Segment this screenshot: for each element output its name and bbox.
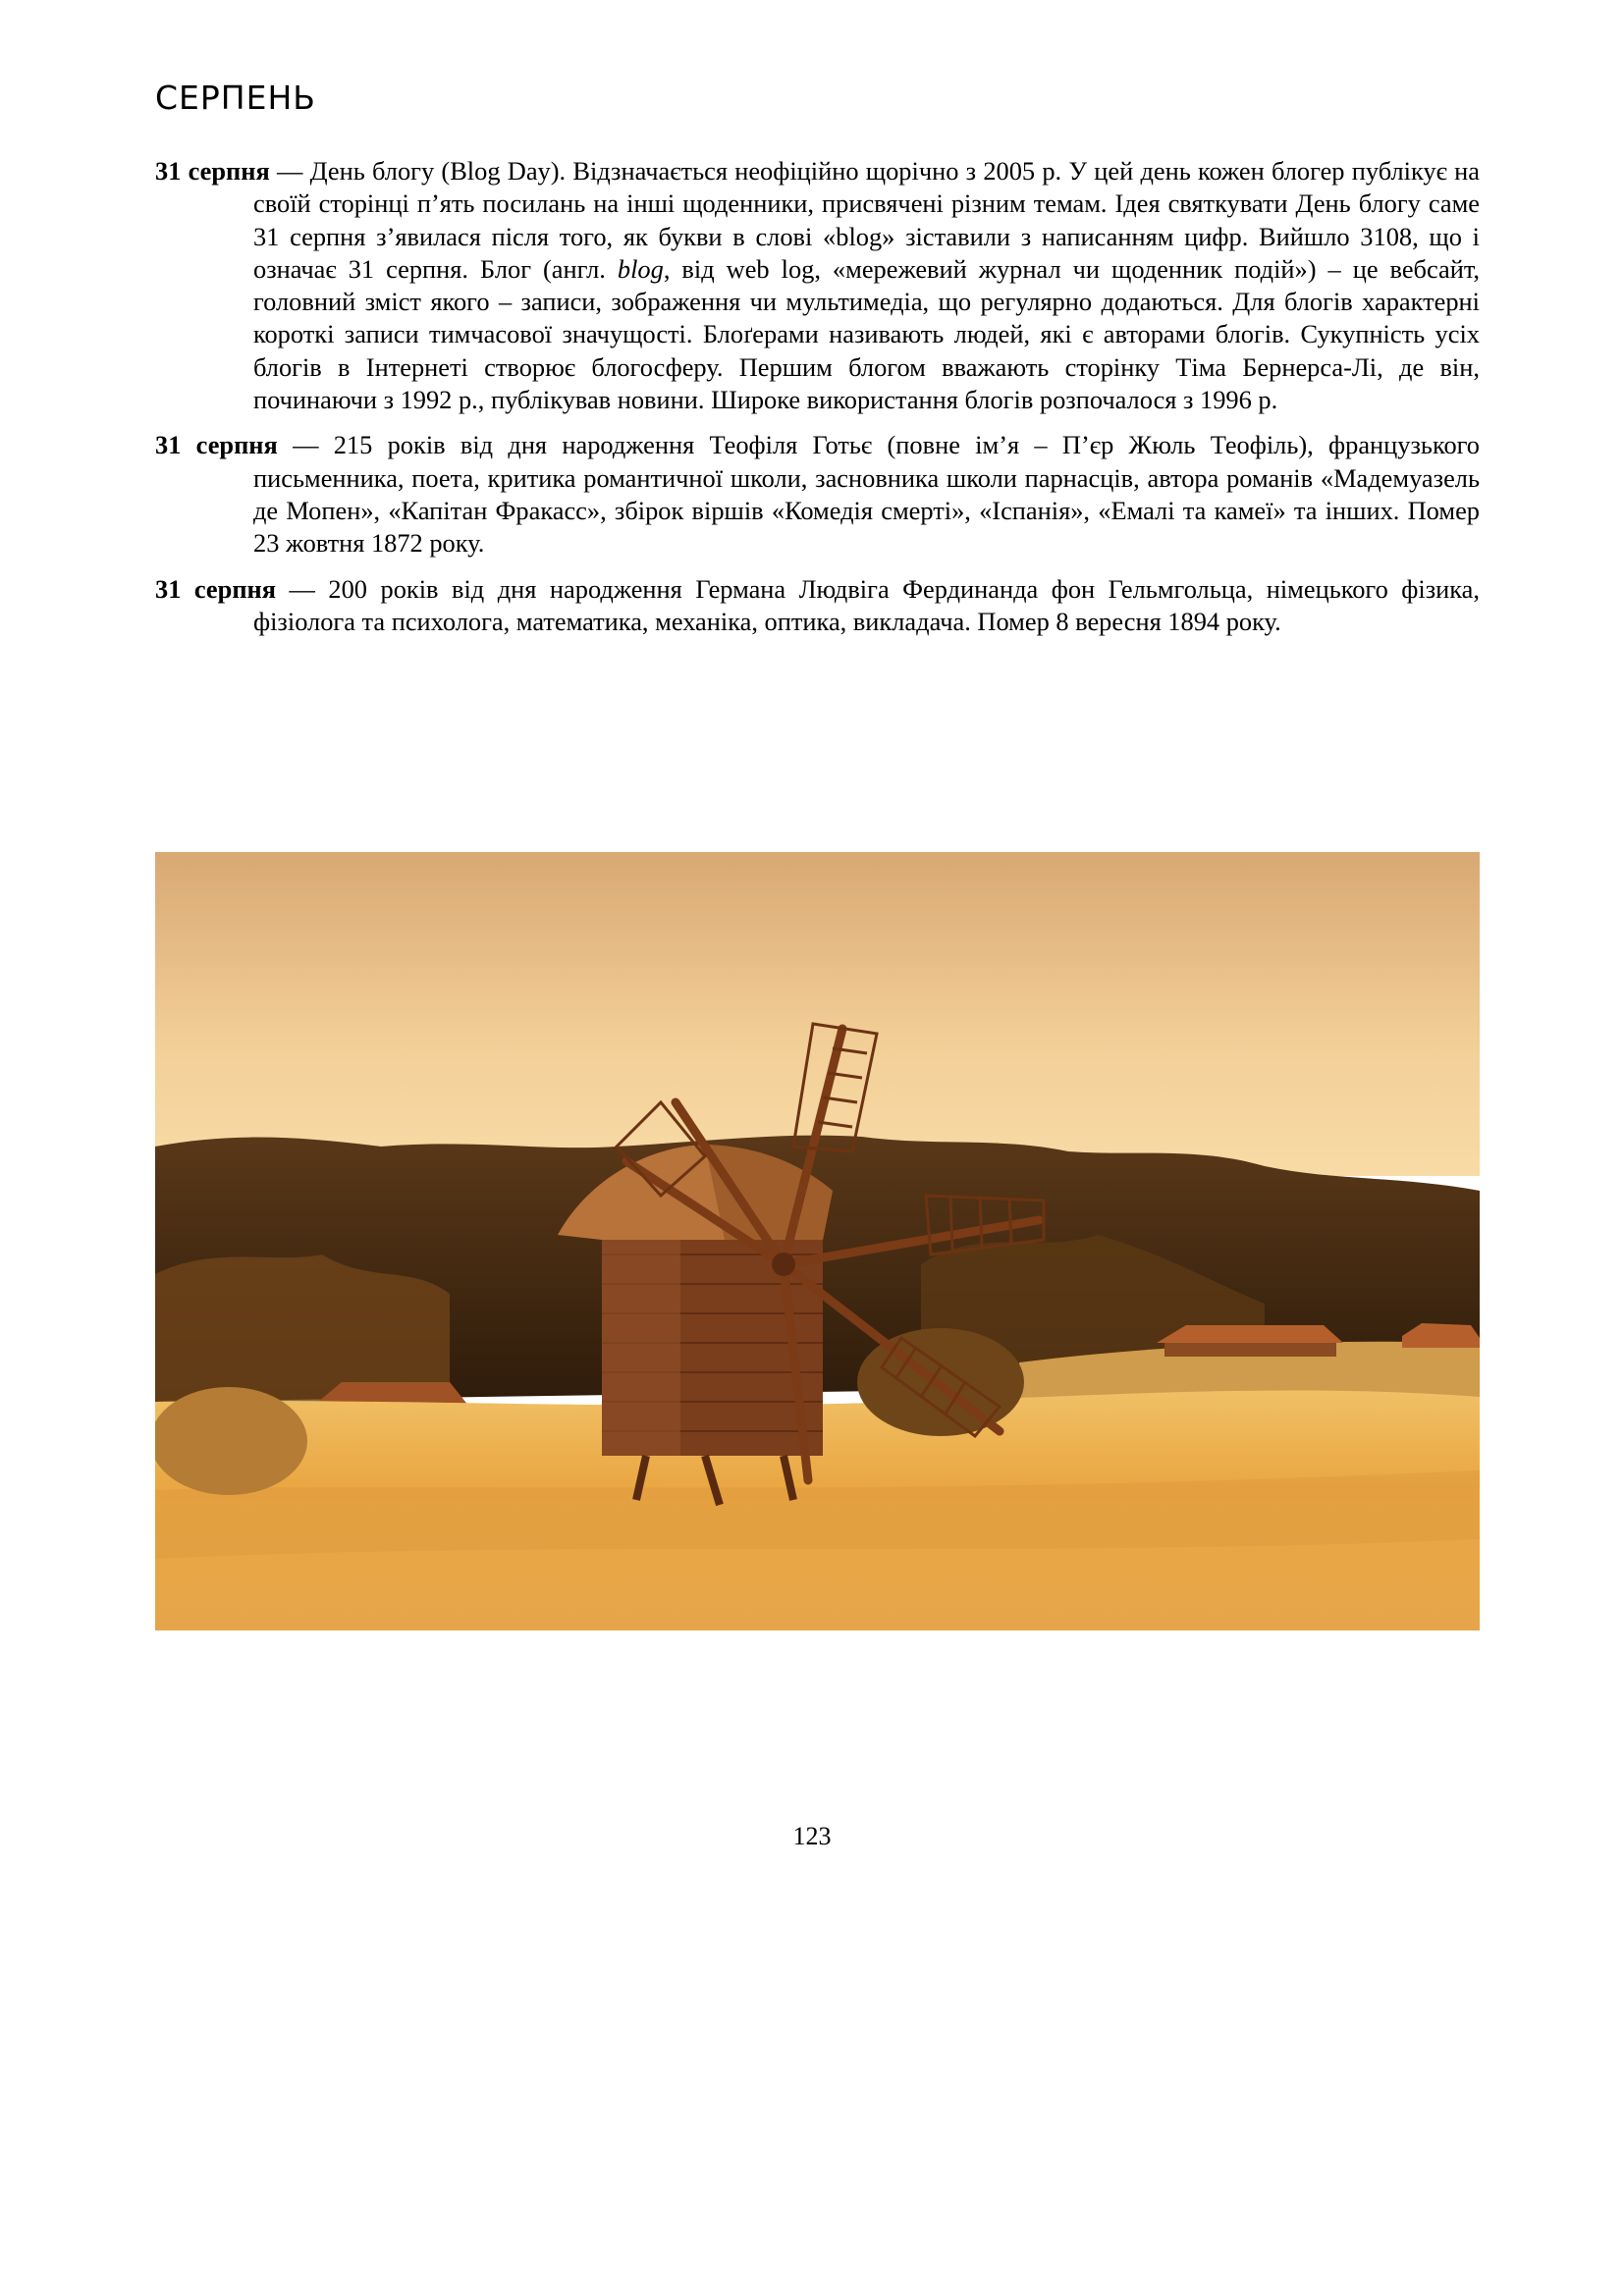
entry-text: — День блогу (Blog Day). Відзначається неофіційно щорічно з 2005 р. У цей день кожен блогер публікує на своїй сторінці п’ять посилань на інші щоденники, присвячені різним темам. Ідея святкувати День блогу саме 31 серпня з’явилася після того, як букви в слові «blog» зіставили з написанням цифр. Вийшло 3108, що і означає 31 серпня. Блог (англ. [253, 156, 1480, 284]
bush-left [155, 1387, 307, 1495]
page-heading: СЕРПЕНЬ [155, 79, 316, 117]
entry-text: — 215 років від дня народження Теофіля Готьє (повне ім’я – П’єр Жюль Теофіль), французького письменника, поета, критика романтичної школи, засновника школи парнасців, автора романів «Мадемуазель де Мопен», «Капітан Фракасс», збірок віршів «Комедія смерті», «Іспанія», «Емалі та камеї» та інших. Помер 23 жовтня 1872 року. [253, 430, 1481, 559]
forest-highlights [155, 1255, 450, 1402]
entry-date: 31 серпня [155, 430, 278, 460]
windmill-photo-illustration [155, 852, 1480, 1630]
entry-date: 31 серпня [155, 156, 270, 186]
entry-text: — 200 років від дня народження Германа Людвіга Фердинанда фон Гельмгольца, німецького фізика, фізіолога та психолога, математика, механіка, оптика, викладача. Помер 8 вересня 1894 року. [253, 573, 1480, 636]
entry-helmholtz [155, 573, 1480, 639]
windmill-photo [155, 852, 1480, 1630]
entry-blog-day [155, 155, 1480, 416]
farmhouse-roof [1157, 1325, 1343, 1343]
entry-gautier [155, 429, 1480, 560]
entry-text-continued: , від web log, «мережевий журнал чи щоденник подій») – це вебсайт, головний зміст якого – записи, зображення чи мультимедіа, що регулярно додаються. Для блогів характерні короткі записи тимчасової значущості. Блоґерами називають людей, які є авторами блогів. Сукупність усіх блогів в Інтернеті створює блогосферу. Першим блогом вважають сторінку Тіма Бернерса-Лі, де він, починаючи з 1992 р., публікував новини. Широке використання блогів розпочалося з 1996 р. [253, 253, 1481, 415]
windmill-side [602, 1225, 680, 1456]
farmhouse-wall [1164, 1343, 1336, 1357]
entries-list [155, 155, 1480, 651]
windmill-hub [772, 1253, 795, 1276]
entry-date: 31 серпня [155, 573, 277, 604]
page-number: 123 [792, 1822, 832, 1850]
entry-italic-term: blog [617, 253, 664, 284]
